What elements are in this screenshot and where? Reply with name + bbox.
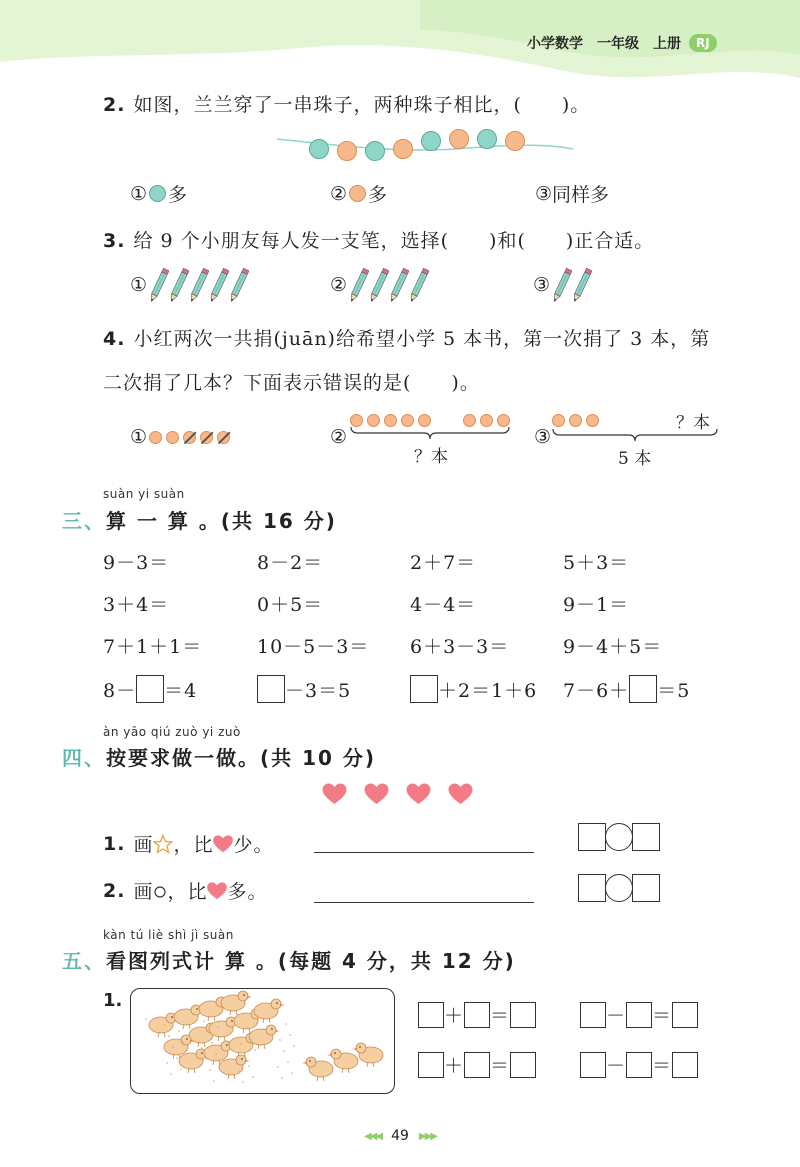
bottom-brace-icon [552, 428, 718, 442]
q2-option-2-mark: ② [330, 182, 348, 205]
heart-icon [322, 783, 347, 805]
chick-icon [302, 1057, 333, 1081]
green-bead-icon [422, 132, 441, 151]
grain-dot [252, 1076, 254, 1078]
fill-equation-1 [103, 675, 197, 703]
grain-dot [238, 1070, 240, 1072]
sec3-title [62, 505, 337, 534]
grain-dot [256, 1022, 258, 1024]
answer-box[interactable] [578, 874, 606, 902]
q2-option-1[interactable] [130, 180, 187, 207]
q4-option-1[interactable] [130, 426, 234, 448]
grain-dot [240, 1043, 242, 1045]
sec4-title [62, 742, 376, 771]
q3-option-2-pencils [349, 266, 429, 304]
sec4-item-1-post: 少。 [233, 834, 274, 856]
sec4-number: 四、 [62, 746, 106, 770]
grain-dot [248, 1065, 250, 1067]
q2-option-1-mark: ① [130, 182, 148, 205]
answer-line[interactable] [314, 852, 534, 853]
green-bead-icon [149, 185, 166, 202]
grain-dot [178, 1030, 180, 1032]
grain-dot [217, 1026, 219, 1028]
answer-box[interactable] [410, 675, 438, 703]
grain-dot [281, 1077, 283, 1079]
compare-boxes-2 [578, 874, 660, 902]
q4-option-2-figure [350, 410, 510, 466]
answer-box[interactable] [580, 1002, 606, 1028]
green-bead-icon [366, 142, 385, 161]
prev-arrows-icon: ◀◀◀ [364, 1130, 382, 1142]
equation: 5＋3＝ [563, 552, 630, 574]
crossed-dot-icon [217, 431, 230, 444]
grain-dot [174, 1019, 176, 1021]
answer-box[interactable] [580, 1052, 606, 1078]
grain-dot [287, 1061, 289, 1063]
equals-sign: ＝ [490, 1055, 511, 1077]
q3-stem [103, 226, 654, 253]
crossed-dot-icon [200, 431, 213, 444]
q4-option-2-mark: ② [330, 426, 348, 448]
pencil-icon [389, 266, 409, 304]
heart-icon [213, 835, 233, 853]
q4-option-3-dots [552, 410, 603, 429]
dot-icon [149, 431, 162, 444]
q4-stem-line1 [103, 324, 710, 351]
grain-dot [207, 1031, 209, 1033]
heart-icon [207, 882, 227, 900]
q3-option-3[interactable] [533, 266, 592, 304]
plus-sign: ＋ [444, 1055, 465, 1077]
expr-add-2 [418, 1051, 536, 1078]
dot-icon [569, 414, 582, 427]
dot-icon [166, 431, 179, 444]
sec5-title [62, 945, 516, 974]
answer-box[interactable] [578, 823, 606, 851]
q2-option-2-suffix: 多 [368, 184, 388, 206]
orange-bead-icon [349, 185, 366, 202]
answer-box[interactable] [464, 1002, 490, 1028]
q4-option-3[interactable] [534, 426, 551, 448]
grain-dot [201, 1047, 203, 1049]
equation: 9－4＋5＝ [563, 636, 663, 658]
answer-box[interactable] [136, 675, 164, 703]
compare-circle[interactable] [605, 823, 633, 851]
answer-box[interactable] [464, 1052, 490, 1078]
grain-dot [277, 1066, 279, 1068]
equation: 10－5－3＝ [257, 636, 370, 658]
grain-dot [205, 1058, 207, 1060]
q3-option-1[interactable] [130, 266, 249, 304]
chick-icon [221, 991, 252, 1015]
equation: 8－2＝ [257, 552, 324, 574]
sec4-item-2 [103, 877, 268, 904]
heart-icon [364, 783, 389, 805]
pencil-icon [149, 266, 169, 304]
pencil-icon [349, 266, 369, 304]
answer-box[interactable] [418, 1002, 444, 1028]
pencil-icon [189, 266, 209, 304]
heart-icon [406, 783, 431, 805]
orange-bead-icon [394, 140, 413, 159]
chick-icon [254, 999, 285, 1023]
grain-dot [293, 1045, 295, 1047]
chick-icon [249, 1025, 280, 1049]
pencil-icon [209, 266, 229, 304]
q4-option-2[interactable] [330, 426, 347, 448]
grain-dot [203, 1020, 205, 1022]
answer-box[interactable] [510, 1002, 536, 1028]
compare-boxes-1 [578, 823, 660, 851]
q3-option-3-mark: ③ [533, 274, 551, 296]
header-title [527, 33, 717, 53]
q2-text: 如图，兰兰穿了一串珠子，两种珠子相比，( )。 [133, 94, 591, 116]
grain-dot [209, 1069, 211, 1071]
grain-dot [180, 1068, 182, 1070]
crossed-dot-icon [183, 431, 196, 444]
grain-dot [213, 1080, 215, 1082]
q2-option-3-mark: ③ [535, 182, 553, 205]
answer-box[interactable] [632, 823, 660, 851]
q4-option-3-mark: ③ [534, 426, 552, 448]
minus-sign: － [606, 1005, 627, 1027]
q4-option-3-figure [552, 408, 720, 469]
bead-string [275, 125, 575, 170]
answer-box[interactable] [510, 1052, 536, 1078]
equation: 9－3＝ [103, 552, 170, 574]
grain-dot [254, 1049, 256, 1051]
star-icon [153, 834, 173, 854]
minus-sign: － [606, 1055, 627, 1077]
fill-equation-1-before: 8－ [103, 679, 137, 702]
equals-sign: ＝ [652, 1005, 673, 1027]
sec4-item-2-mid: ，比 [167, 881, 208, 903]
sec4-pinyin: àn yāo qiú zuò yi zuò [103, 725, 241, 739]
sec3-number: 三、 [62, 509, 106, 533]
page-number: 49 [391, 1128, 409, 1144]
equation: 7＋1＋1＝ [103, 636, 203, 658]
equation: 4－4＝ [410, 594, 477, 616]
answer-box[interactable] [626, 1002, 652, 1028]
answer-line[interactable] [314, 902, 534, 903]
q2-stem [103, 90, 590, 117]
answer-box[interactable] [626, 1052, 652, 1078]
q3-option-1-mark: ① [130, 274, 148, 296]
orange-bead-icon [506, 132, 525, 151]
q3-option-2-mark: ② [330, 274, 348, 296]
header-badge: RJ [689, 34, 717, 52]
q4-stem-line2 [103, 368, 480, 395]
fill-equation-2 [257, 675, 351, 703]
equation: 0＋5＝ [257, 594, 324, 616]
grain-dot [211, 1042, 213, 1044]
equation: 9－1＝ [563, 594, 630, 616]
pencil-icon [169, 266, 189, 304]
equation: 3＋4＝ [103, 594, 170, 616]
pencil-icon [409, 266, 429, 304]
sec5-number: 五、 [62, 949, 106, 973]
grain-dot [291, 1072, 293, 1074]
sec4-item-2-number: 2. [103, 879, 126, 902]
fill-equation-4 [563, 675, 690, 703]
grain-dot [170, 1073, 172, 1075]
expr-sub-2 [580, 1051, 698, 1078]
fill-equation-3 [410, 675, 537, 703]
grain-dot [246, 1027, 248, 1029]
q2-number: 2. [103, 94, 126, 116]
answer-box[interactable] [418, 1052, 444, 1078]
grain-dot [172, 1046, 174, 1048]
expr-add-1 [418, 1001, 536, 1028]
compare-circle[interactable] [605, 874, 633, 902]
q2-option-1-suffix: 多 [168, 184, 188, 206]
sec4-item-1-number: 1. [103, 832, 126, 855]
q4-option-1-mark: ① [130, 426, 148, 448]
q2-option-3[interactable] [535, 180, 609, 207]
circle-icon [153, 884, 167, 898]
answer-box[interactable] [629, 675, 657, 703]
header-grade: 一年级 [597, 36, 639, 52]
sec3-title-text: 算 一 算 。(共 16 分) [106, 509, 337, 533]
sec4-item-2-pre: 画 [133, 881, 154, 903]
bottom-brace-icon [350, 426, 510, 440]
sec5-q1-number: 1. [103, 990, 123, 1011]
pencil-icon [572, 266, 592, 304]
q4-option-2-label: ？本 [414, 447, 448, 467]
answer-box[interactable] [632, 874, 660, 902]
next-arrows-icon: ▶▶▶ [418, 1130, 436, 1142]
grain-dot [168, 1035, 170, 1037]
grain-dot [279, 1039, 281, 1041]
sec4-item-1-mid: ，比 [173, 834, 214, 856]
grain-dot [182, 1041, 184, 1043]
heart-icon [448, 783, 473, 805]
sec5-pinyin: kàn tú liè shì jì suàn [103, 928, 234, 942]
grain-dot [244, 1054, 246, 1056]
equals-sign: ＝ [490, 1005, 511, 1027]
fill-equation-1-after: ＝4 [164, 679, 198, 702]
orange-bead-icon [450, 130, 469, 149]
grain-dot [215, 1053, 217, 1055]
equation: 2＋7＝ [410, 552, 477, 574]
answer-box[interactable] [672, 1002, 698, 1028]
grain-dot [164, 1024, 166, 1026]
q4-text-2: 二次捐了几本？下面表示错误的是( )。 [103, 372, 480, 394]
q4-number: 4. [103, 328, 126, 350]
q4-text-1: 小红两次一共捐(juān)给希望小学 5 本书，第一次捐了 3 本，第 [133, 328, 711, 350]
grain-dot [145, 1018, 147, 1020]
header-subject: 小学数学 [527, 36, 583, 52]
q2-option-3-text: 同样多 [552, 184, 610, 206]
fill-equation-4-after: ＝5 [657, 679, 691, 702]
grain-dot [250, 1038, 252, 1040]
sec4-item-1 [103, 830, 274, 857]
q3-text: 给 9 个小朋友每人发一支笔，选择( )和( )正合适。 [133, 230, 655, 252]
header-volume: 上册 [653, 36, 681, 52]
grain-dot [289, 1034, 291, 1036]
expr-sub-1 [580, 1001, 698, 1028]
sec3-pinyin: suàn yi suàn [103, 487, 185, 501]
heart-row [322, 783, 473, 805]
q2-option-2[interactable] [330, 180, 387, 207]
q4-option-3-label: 5 本 [618, 449, 652, 469]
orange-bead-icon [338, 142, 357, 161]
fill-equation-2-after: －3＝5 [285, 679, 352, 702]
equals-sign: ＝ [652, 1055, 673, 1077]
answer-box[interactable] [672, 1052, 698, 1078]
pencil-icon [229, 266, 249, 304]
equation: 6＋3－3＝ [410, 636, 510, 658]
pencil-icon [552, 266, 572, 304]
plus-sign: ＋ [444, 1005, 465, 1027]
green-bead-icon [478, 130, 497, 149]
sec4-title-text: 按要求做一做。(共 10 分) [106, 746, 377, 770]
sec5-title-text: 看图列式计 算 。(每题 4 分，共 12 分) [106, 949, 516, 973]
grain-dot [242, 1081, 244, 1083]
grain-dot [285, 1023, 287, 1025]
grain-dot [176, 1057, 178, 1059]
q3-option-1-pencils [149, 266, 249, 304]
grain-dot [166, 1062, 168, 1064]
fill-equation-3-after: ＋2＝1＋6 [438, 679, 538, 702]
chick-illustration [131, 989, 393, 1092]
q4-option-3-top-label: ？本 [676, 413, 710, 433]
pencil-icon [369, 266, 389, 304]
q3-number: 3. [103, 230, 126, 252]
dot-icon [552, 414, 565, 427]
sec4-item-2-post: 多。 [227, 881, 268, 903]
fill-equation-4-before: 7－6＋ [563, 679, 630, 702]
green-bead-icon [310, 140, 329, 159]
dot-icon [586, 414, 599, 427]
grain-dot [283, 1050, 285, 1052]
chick-picture [130, 988, 395, 1094]
answer-box[interactable] [257, 675, 285, 703]
grain-dot [219, 1064, 221, 1066]
sec4-item-1-pre: 画 [133, 834, 154, 856]
q3-option-2[interactable] [330, 266, 429, 304]
q3-option-3-pencils [552, 266, 592, 304]
footer [330, 1128, 470, 1144]
